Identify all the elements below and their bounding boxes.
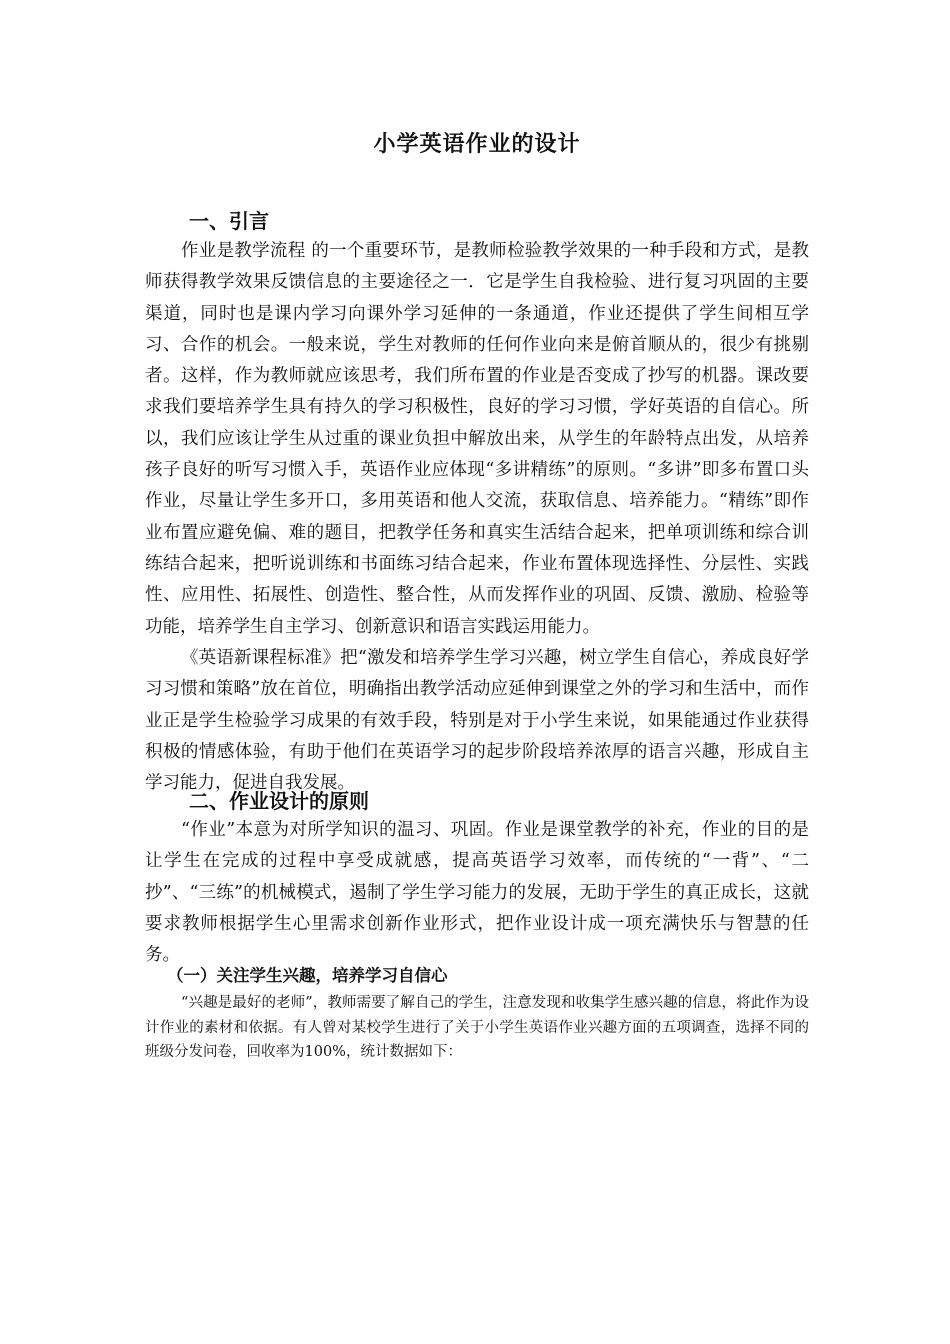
- section-heading-principles: 二、作业设计的原则: [189, 789, 369, 813]
- subsection-heading-interest: （一）关注学生兴趣，培养学习自信心: [167, 966, 448, 985]
- paragraph-introduction-1: 作业是教学流程 的一个重要环节，是教师检验教学效果的一种手段和方式，是教师获得教学效果反馈信息的主要途径之一．它是学生自我检验、进行复习巩固的主要渠道，同时也是课内学习向课外学习延伸的一条通道，作业还提供了学生间相互学习、合作的机会。一般来说，学生对教师的任何作业向来是俯首顺从的，很少有挑剔者。这样，作为教师就应该思考，我们所布置的作业是否变成了抄写的机器。课改要求我们要培养学生具有持久的学习积极性，良好的学习习惯，学好英语的自信心。所以，我们应该让学生从过重的课业负担中解放出来，从学生的年龄特点出发，从培养孩子良好的听写习惯入手，英语作业应体现“多讲精练”的原则。“多讲”即多布置口头作业，尽量让学生多开口，多用英语和他人交流，获取信息、培养能力。“精练”即作业布置应避免偏、难的题目，把教学任务和真实生活结合起来，把单项训练和综合训练结合起来，把听说训练和书面练习结合起来，作业布置体现选择性、分层性、实践性、应用性、拓展性、创造性、整合性，从而发挥作业的巩固、反馈、激励、检验等功能，培养学生自主学习、创新意识和语言实践运用能力。: [145, 241, 809, 637]
- section-heading-introduction: 一、引言: [189, 209, 269, 233]
- paragraph-interest-1: “兴趣是最好的老师”，教师需要了解自己的学生，注意发现和收集学生感兴趣的信息，将此作为设计作业的素材和依据。有人曾对某校学生进行了关于小学生英语作业兴趣方面的五项调查，选择不同的班级分发问卷，回收率为100%，统计数据如下：: [145, 995, 809, 1060]
- paragraph-introduction-2: 《英语新课程标准》把“激发和培养学生学习兴趣，树立学生自信心，养成良好学习习惯和策略”放在首位，明确指出教学活动应延伸到课堂之外的学习和生活中，而作业正是学生检验学习成果的有效手段，特别是对于小学生来说，如果能通过作业获得积极的情感体验，有助于他们在英语学习的起步阶段培养浓厚的语言兴趣，形成自主学习能力，促进自我发展。: [145, 648, 809, 794]
- document-title: 小学英语作业的设计: [373, 132, 581, 157]
- paragraph-principles-1: “作业”本意为对所学知识的温习、巩固。作业是课堂教学的补充，作业的目的是让学生在完成的过程中享受成就感，提高英语学习效率，而传统的“一背”、“二抄”、“三练”的机械模式，遏制了学生学习能力的发展，无助于学生的真正成长，这就要求教师根据学生心里需求创新作业形式，把作业设计成一项充满快乐与智慧的任务。: [145, 820, 809, 966]
